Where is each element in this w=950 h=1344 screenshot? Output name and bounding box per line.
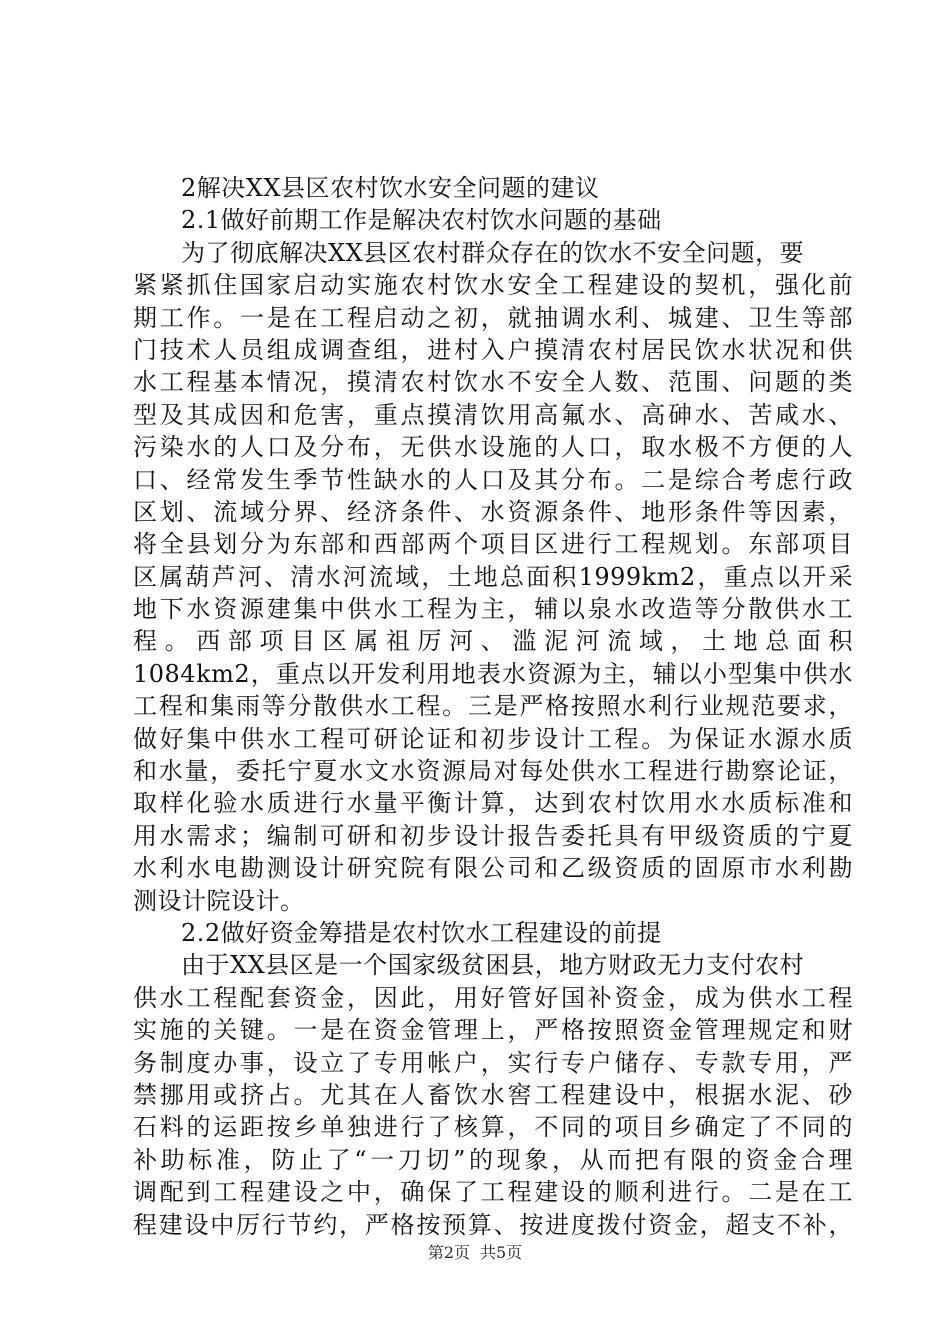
paragraph-line: 实施的关键。一是在资金管理上，严格按照资金管理规定和财 xyxy=(133,1016,853,1045)
paragraph-line: 程建设中厉行节约，严格按预算、按进度拨付资金，超支不补， xyxy=(133,1210,853,1239)
paragraph-line: 工程和集雨等分散供水工程。三是严格按照水利行业规范要求， xyxy=(133,692,853,721)
page-footer xyxy=(0,1243,950,1263)
paragraph-line: 测设计院设计。 xyxy=(133,886,305,915)
paragraph-line: 禁挪用或挤占。尤其在人畜饮水窖工程建设中，根据水泥、砂 xyxy=(133,1080,853,1109)
page-total: 共5页 xyxy=(480,1243,523,1262)
paragraph-line: 污染水的人口及分布，无供水设施的人口，取水极不方便的人 xyxy=(133,433,853,462)
paragraph-line: 为了彻底解决XX县区农村群众存在的饮水不安全问题，要 xyxy=(181,238,805,267)
paragraph-line: 做好集中供水工程可研论证和初步设计工程。为保证水源水质 xyxy=(133,724,853,753)
section-heading: 2解决XX县区农村饮水安全问题的建议 xyxy=(181,174,600,202)
paragraph-line: 将全县划分为东部和西部两个项目区进行工程规划。东部项目 xyxy=(133,530,853,559)
paragraph-line: 务制度办事，设立了专用帐户，实行专户储存、专款专用，严 xyxy=(133,1048,853,1077)
paragraph-line: 区属葫芦河、清水河流域，土地总面积1999km2，重点以开采 xyxy=(133,562,853,591)
paragraph-line: 由于XX县区是一个国家级贫困县，地方财政无力支付农村 xyxy=(181,951,805,980)
document-body xyxy=(133,172,853,1241)
paragraph-line: 程。西部项目区属祖厉河、滥泥河流域，土地总面积 xyxy=(133,627,853,656)
paragraph-line: 和水量，委托宁夏水文水资源局对每处供水工程进行勘察论证， xyxy=(133,757,853,786)
section-heading: 2.1做好前期工作是解决农村饮水问题的基础 xyxy=(181,206,662,235)
paragraph-line: 区划、流域分界、经济条件、水资源条件、地形条件等因素， xyxy=(133,497,853,526)
paragraph-line: 供水工程配套资金，因此，用好管好国补资金，成为供水工程 xyxy=(133,983,853,1012)
paragraph-line: 水利水电勘测设计研究院有限公司和乙级资质的固原市水利勘 xyxy=(133,854,853,883)
paragraph-line: 门技术人员组成调查组，进村入户摸清农村居民饮水状况和供 xyxy=(133,335,853,364)
paragraph-line: 1084km2，重点以开发利用地表水资源为主，辅以小型集中供水 xyxy=(133,659,853,688)
paragraph-line: 石料的运距按乡单独进行了核算，不同的项目乡确定了不同的 xyxy=(133,1113,853,1142)
paragraph-line: 补助标准，防止了“一刀切”的现象，从而把有限的资金合理 xyxy=(133,1145,853,1174)
page-number: 第2页 xyxy=(427,1243,470,1262)
paragraph-line: 地下水资源建集中供水工程为主，辅以泉水改造等分散供水工 xyxy=(133,595,853,624)
paragraph-line: 调配到工程建设之中，确保了工程建设的顺利进行。二是在工 xyxy=(133,1178,853,1207)
paragraph-line: 期工作。一是在工程启动之初，就抽调水利、城建、卫生等部 xyxy=(133,303,853,332)
paragraph-line: 水工程基本情况，摸清农村饮水不安全人数、范围、问题的类 xyxy=(133,368,853,397)
paragraph-line: 口、经常发生季节性缺水的人口及其分布。二是综合考虑行政 xyxy=(133,465,853,494)
paragraph-line: 取样化验水质进行水量平衡计算，达到农村饮用水水质标准和 xyxy=(133,789,853,818)
paragraph-line: 用水需求；编制可研和初步设计报告委托具有甲级资质的宁夏 xyxy=(133,821,853,850)
section-heading: 2.2做好资金筹措是农村饮水工程建设的前提 xyxy=(181,918,662,947)
paragraph-line: 紧紧抓住国家启动实施农村饮水安全工程建设的契机，强化前 xyxy=(133,271,853,300)
paragraph-line: 型及其成因和危害，重点摸清饮用高氟水、高砷水、苦咸水、 xyxy=(133,400,853,429)
